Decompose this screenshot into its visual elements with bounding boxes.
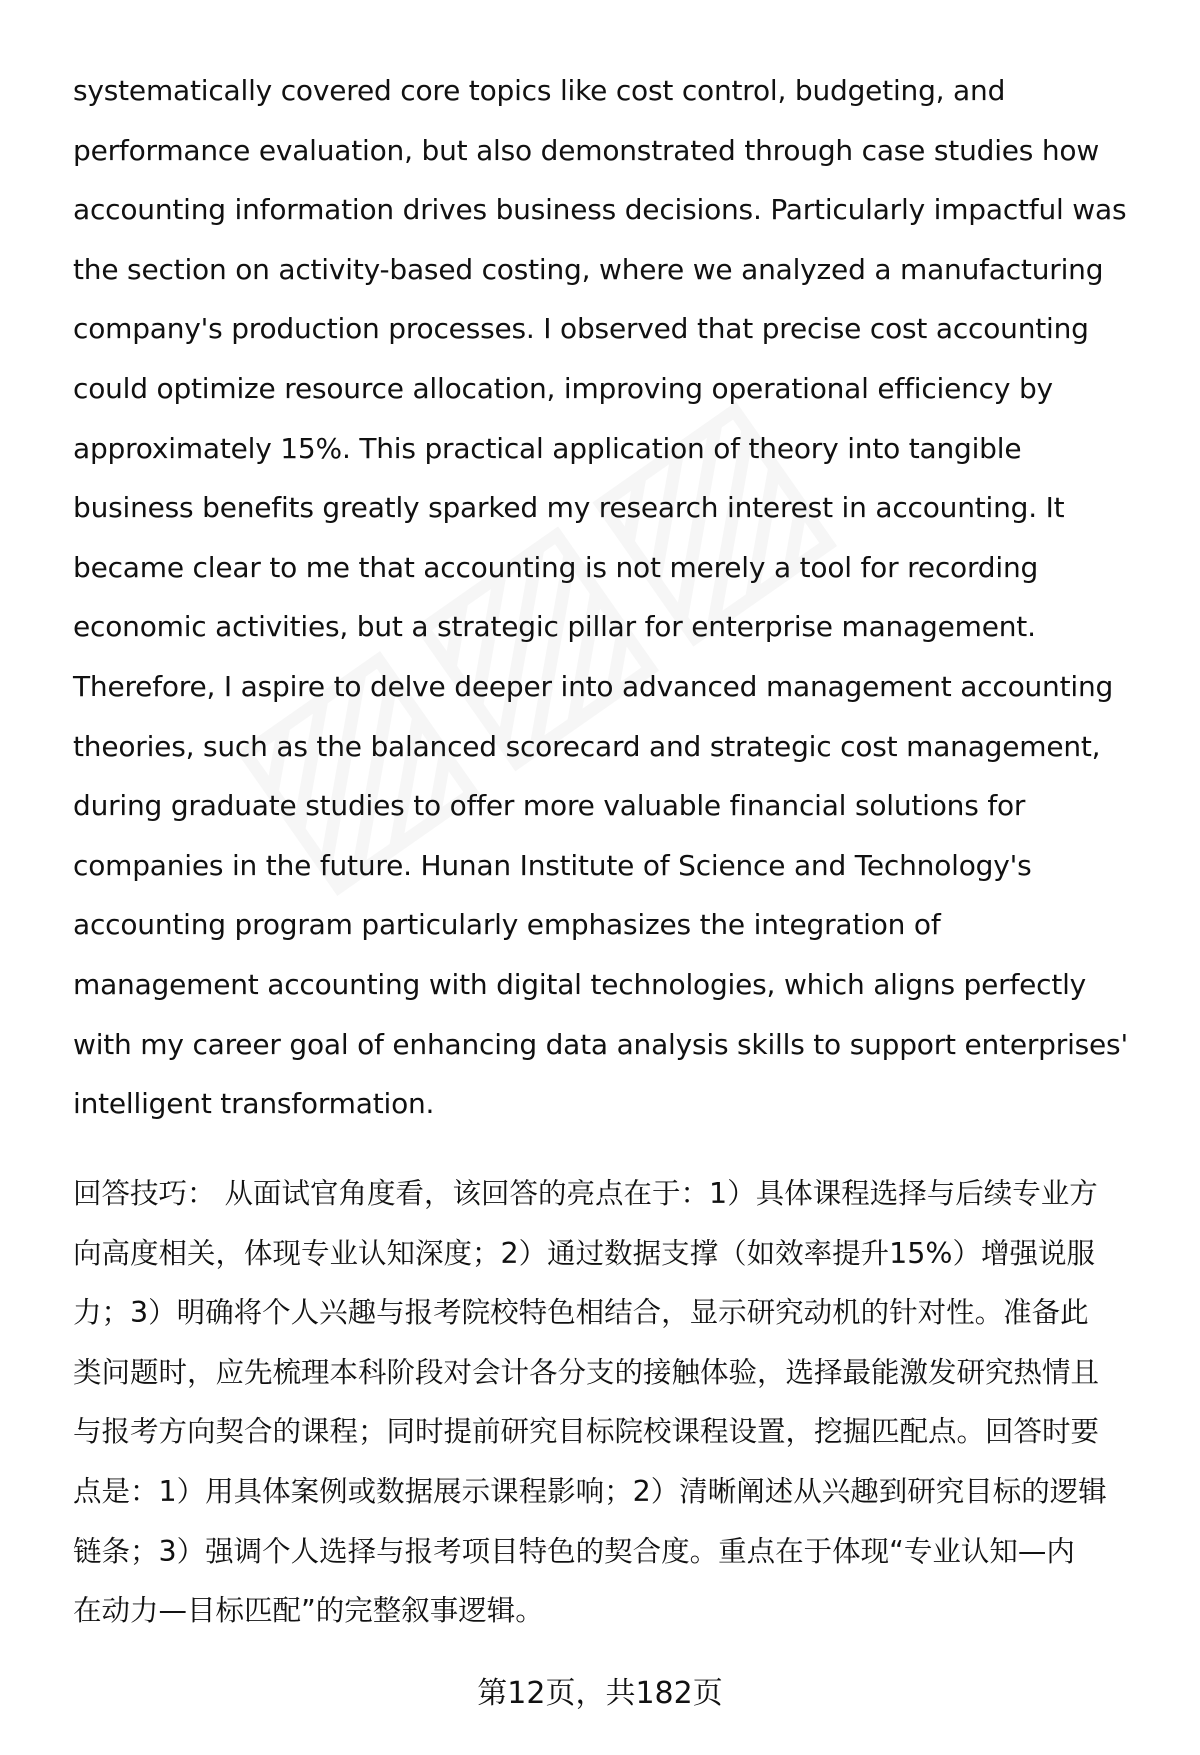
tips-line: 类问题时，应先梳理本科阶段对会计各分支的接触体验，选择最能激发研究热情且 [73, 1355, 1100, 1389]
tips-line: 回答技巧： 从面试官角度看，该回答的亮点在于：1）具体课程选择与后续专业方 [73, 1177, 1098, 1210]
body-line: company's production processes. I observed that precise cost accounting [73, 312, 1089, 346]
tips-line: 向高度相关，体现专业认知深度；2）通过数据支撑（如效率提升15%）增强说服 [73, 1236, 1095, 1270]
body-line: companies in the future. Hunan Institute of Science and Technology's [73, 848, 1032, 882]
body-line: could optimize resource allocation, improving operational efficiency by [73, 371, 1053, 405]
answer-body [73, 61, 1183, 1134]
tips-line: 与报考方向契合的课程；同时提前研究目标院校课程设置，挖掘匹配点。回答时要 [73, 1415, 1100, 1449]
body-line: the section on activity-based costing, where we analyzed a manufacturing [73, 252, 1104, 286]
body-line: Therefore, I aspire to delve deeper into advanced management accounting [73, 669, 1114, 703]
body-line: management accounting with digital technologies, which aligns perfectly [73, 967, 1087, 1001]
answer-tips [73, 1164, 1183, 1641]
body-line: accounting information drives business decisions. Particularly impactful was [73, 193, 1127, 227]
tips-line: 点是：1）用具体案例或数据展示课程影响；2）清晰阐述从兴趣到研究目标的逻辑 [73, 1474, 1107, 1508]
body-line: intelligent transformation. [73, 1087, 435, 1121]
body-line: performance evaluation, but also demonstrated through case studies how [73, 133, 1100, 167]
tips-line: 在动力—目标匹配”的完整叙事逻辑。 [73, 1594, 544, 1628]
body-line: approximately 15%. This practical application of theory into tangible [73, 431, 1022, 465]
body-line: accounting program particularly emphasizes the integration of [73, 908, 941, 942]
body-line: with my career goal of enhancing data analysis skills to support enterprises' [73, 1027, 1128, 1061]
tips-line: 链条；3）强调个人选择与报考项目特色的契合度。重点在于体现“专业认知—内 [73, 1534, 1075, 1568]
body-line: systematically covered core topics like cost control, budgeting, and [73, 74, 1006, 107]
body-line: economic activities, but a strategic pillar for enterprise management. [73, 610, 1036, 644]
body-line: theories, such as the balanced scorecard and strategic cost management, [73, 729, 1101, 763]
body-line: business benefits greatly sparked my research interest in accounting. It [73, 491, 1065, 525]
body-line: during graduate studies to offer more valuable financial solutions for [73, 789, 1026, 823]
tips-line: 力；3）明确将个人兴趣与报考院校特色相结合，显示研究动机的针对性。准备此 [73, 1296, 1089, 1330]
page-number: 第12页，共182页 [477, 1676, 723, 1711]
body-line: became clear to me that accounting is not merely a tool for recording [73, 550, 1039, 584]
